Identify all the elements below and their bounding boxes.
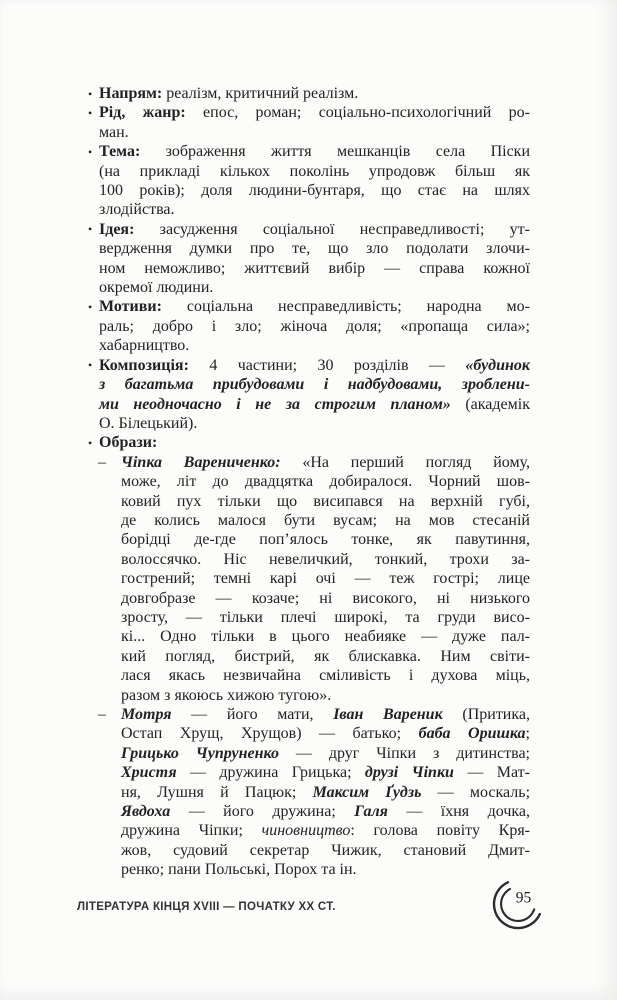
- text-line: [121, 492, 530, 511]
- text-segment: — друг Чіпки з дитинства;: [278, 744, 530, 762]
- text-segment: зросту, — тільки плечі широкі, та груди висо-: [121, 608, 530, 626]
- list-item: [88, 297, 530, 355]
- list-item: [88, 84, 530, 103]
- text-segment: з багатьма прибудовами і надбудовами, зроблени-: [99, 376, 530, 394]
- bullet-icon: •: [88, 105, 93, 120]
- text-segment: довгобразе — козаче; ні високого, ні низького: [121, 589, 530, 607]
- text-segment: «На перший погляд йому,: [280, 453, 530, 471]
- text-line: [121, 686, 530, 705]
- text-segment: борідці де-где поп’ялось тонке, як павутиння,: [121, 531, 530, 549]
- text-segment: жов, судовий секретар Чижик, становий Дмит-: [121, 841, 530, 859]
- text-block: [88, 84, 530, 880]
- text-line: [99, 375, 530, 394]
- text-segment: 4 частини; 30 розділів —: [188, 356, 466, 374]
- text-segment: Рід, жанр:: [99, 104, 186, 122]
- list-item: [88, 433, 530, 452]
- text-segment: дружина Чіпки;: [121, 822, 262, 840]
- text-segment: Чіпка Варениченко:: [121, 453, 281, 471]
- text-segment: — їхня дочка,: [387, 803, 531, 821]
- bullet-icon: •: [88, 144, 93, 159]
- text-segment: може, літ до двадцятка добиралося. Чорний шов-: [121, 473, 530, 491]
- list-item: [88, 356, 530, 434]
- bullet-icon: •: [88, 299, 93, 314]
- text-segment: раль; добро і зло; жіноча доля; «пропаща сила»;: [99, 317, 530, 335]
- dash-icon: –: [98, 453, 106, 471]
- text-segment: реалізм, критичний реалізм.: [162, 85, 359, 102]
- text-segment: гострений; темні карі очі — теж гострі; лице: [121, 570, 530, 588]
- text-line: [99, 259, 530, 278]
- text-segment: «будинок: [465, 356, 530, 374]
- text-line: [121, 763, 530, 782]
- text-line: [121, 511, 530, 530]
- text-segment: ном неможливо; життєвий вибір — справа кожної: [99, 259, 530, 277]
- text-segment: Ідея:: [99, 220, 135, 238]
- text-segment: епос, роман; соціально-психологічний ро-: [185, 104, 531, 122]
- text-line: [99, 200, 530, 219]
- text-segment: разом з якоюсь хижою тугою».: [121, 686, 332, 704]
- text-line: [121, 550, 530, 569]
- text-segment: — Мат-: [453, 764, 530, 782]
- text-segment: (на прикладі кількох поколінь упродовж більш як: [99, 162, 530, 180]
- text-segment: : голова повіту Кря-: [350, 822, 531, 840]
- text-line: [99, 123, 530, 142]
- text-segment: 100 років); доля людини-бунтаря, що стає на шлях: [99, 182, 530, 200]
- text-segment: Мотря: [121, 706, 172, 723]
- bullet-icon: •: [88, 358, 93, 373]
- text-line: [99, 181, 530, 200]
- text-segment: соціальна несправедливість; народна мо-: [161, 298, 530, 316]
- text-segment: кий погляд, бистрий, як блискавка. Ним світи-: [121, 647, 530, 665]
- text-segment: ковий пух тільки що висипався на верхній губі,: [121, 492, 530, 510]
- text-segment: Образи:: [99, 434, 158, 452]
- text-segment: Композиція:: [99, 356, 189, 374]
- text-line: [121, 608, 530, 627]
- text-line: [99, 142, 530, 161]
- text-segment: ман.: [99, 123, 129, 141]
- text-line: [121, 802, 530, 821]
- bullet-icon: •: [88, 222, 93, 237]
- text-segment: Іван Вареник: [333, 706, 443, 723]
- text-segment: ми неодночасно і не за строгим планом»: [99, 395, 451, 413]
- text-segment: — його дружина;: [170, 803, 355, 821]
- bullet-icon: •: [88, 86, 93, 101]
- page-number-ornament: [488, 876, 550, 934]
- text-segment: Остап Хрущ, Хрущов) — батько;: [121, 725, 419, 743]
- text-segment: О. Білецький).: [99, 414, 198, 432]
- text-segment: Христя: [121, 764, 177, 782]
- text-segment: — його мати,: [171, 706, 334, 723]
- text-line: [121, 530, 530, 549]
- text-line: [99, 278, 530, 297]
- text-segment: Мотиви:: [99, 298, 162, 316]
- text-line: [121, 744, 530, 763]
- text-line: [99, 356, 530, 375]
- text-line: [99, 297, 530, 316]
- dash-icon: –: [98, 706, 106, 723]
- text-line: [99, 414, 530, 433]
- text-segment: ренко; пани Польські, Порох та ін.: [121, 861, 357, 879]
- text-segment: вердження думки про те, що зло подолати злочи-: [99, 240, 530, 258]
- text-line: [121, 705, 530, 724]
- list-item: [88, 142, 530, 220]
- text-line: [121, 569, 530, 588]
- text-line: [121, 589, 530, 608]
- text-line: [121, 647, 530, 666]
- bullet-icon: •: [88, 435, 93, 450]
- footer-section-title: ЛІТЕРАТУРА КІНЦЯ XVIII — ПОЧАТКУ XX СТ.: [77, 901, 336, 913]
- text-line: [121, 841, 530, 860]
- text-segment: чиновництво: [261, 822, 351, 840]
- text-segment: — дружина Грицька;: [176, 764, 365, 782]
- text-line: [121, 472, 530, 491]
- text-segment: окремої людини.: [99, 279, 214, 297]
- text-segment: ;: [525, 725, 530, 743]
- text-line: [121, 453, 530, 472]
- text-line: [99, 103, 530, 122]
- sub-list-item: [88, 705, 530, 880]
- text-segment: Явдоха: [121, 803, 171, 821]
- text-line: [99, 336, 530, 355]
- text-segment: Максим Ґудзь: [312, 783, 422, 801]
- text-segment: Тема:: [99, 143, 141, 161]
- list-item: [88, 103, 530, 142]
- page-number: 95: [515, 889, 532, 907]
- text-segment: Галя: [354, 803, 388, 821]
- text-segment: засудження соціальної несправедливості; ут-: [134, 220, 530, 238]
- sub-list-item: [88, 453, 530, 705]
- text-line: [121, 666, 530, 685]
- text-segment: ня, Лушня й Пацюк;: [121, 783, 313, 801]
- text-line: [99, 433, 530, 452]
- text-line: [121, 821, 530, 840]
- text-segment: зображення життя мешканців села Піски: [140, 143, 530, 161]
- text-segment: лася якась незвичайна сміливість і духова міць,: [121, 667, 530, 685]
- text-line: [99, 239, 530, 258]
- text-segment: (академік: [450, 395, 530, 413]
- text-line: [121, 627, 530, 646]
- text-segment: баба Оришка: [418, 725, 526, 743]
- text-segment: Напрям:: [99, 85, 163, 102]
- text-line: [121, 860, 530, 879]
- text-segment: кі... Одно тільки в цього неабияке — дуже пал-: [121, 628, 530, 646]
- text-line: [99, 317, 530, 336]
- text-segment: де колись малося бути вусам; на мов стесаній: [121, 511, 530, 529]
- list-item: [88, 220, 530, 298]
- text-line: [99, 84, 530, 103]
- text-segment: — москаль;: [421, 783, 531, 801]
- text-line: [121, 783, 530, 802]
- text-line: [99, 162, 530, 181]
- text-segment: хабарництво.: [99, 337, 190, 355]
- text-segment: Грицько Чупруненко: [121, 744, 279, 762]
- text-line: [99, 220, 530, 239]
- text-segment: злодійства.: [99, 201, 175, 219]
- text-segment: (Притика,: [442, 706, 530, 723]
- text-line: [121, 724, 530, 743]
- text-line: [99, 395, 530, 414]
- text-segment: волоссячко. Ніс невеличкий, тонкий, трохи за-: [121, 550, 530, 568]
- text-segment: друзі Чіпки: [364, 764, 454, 782]
